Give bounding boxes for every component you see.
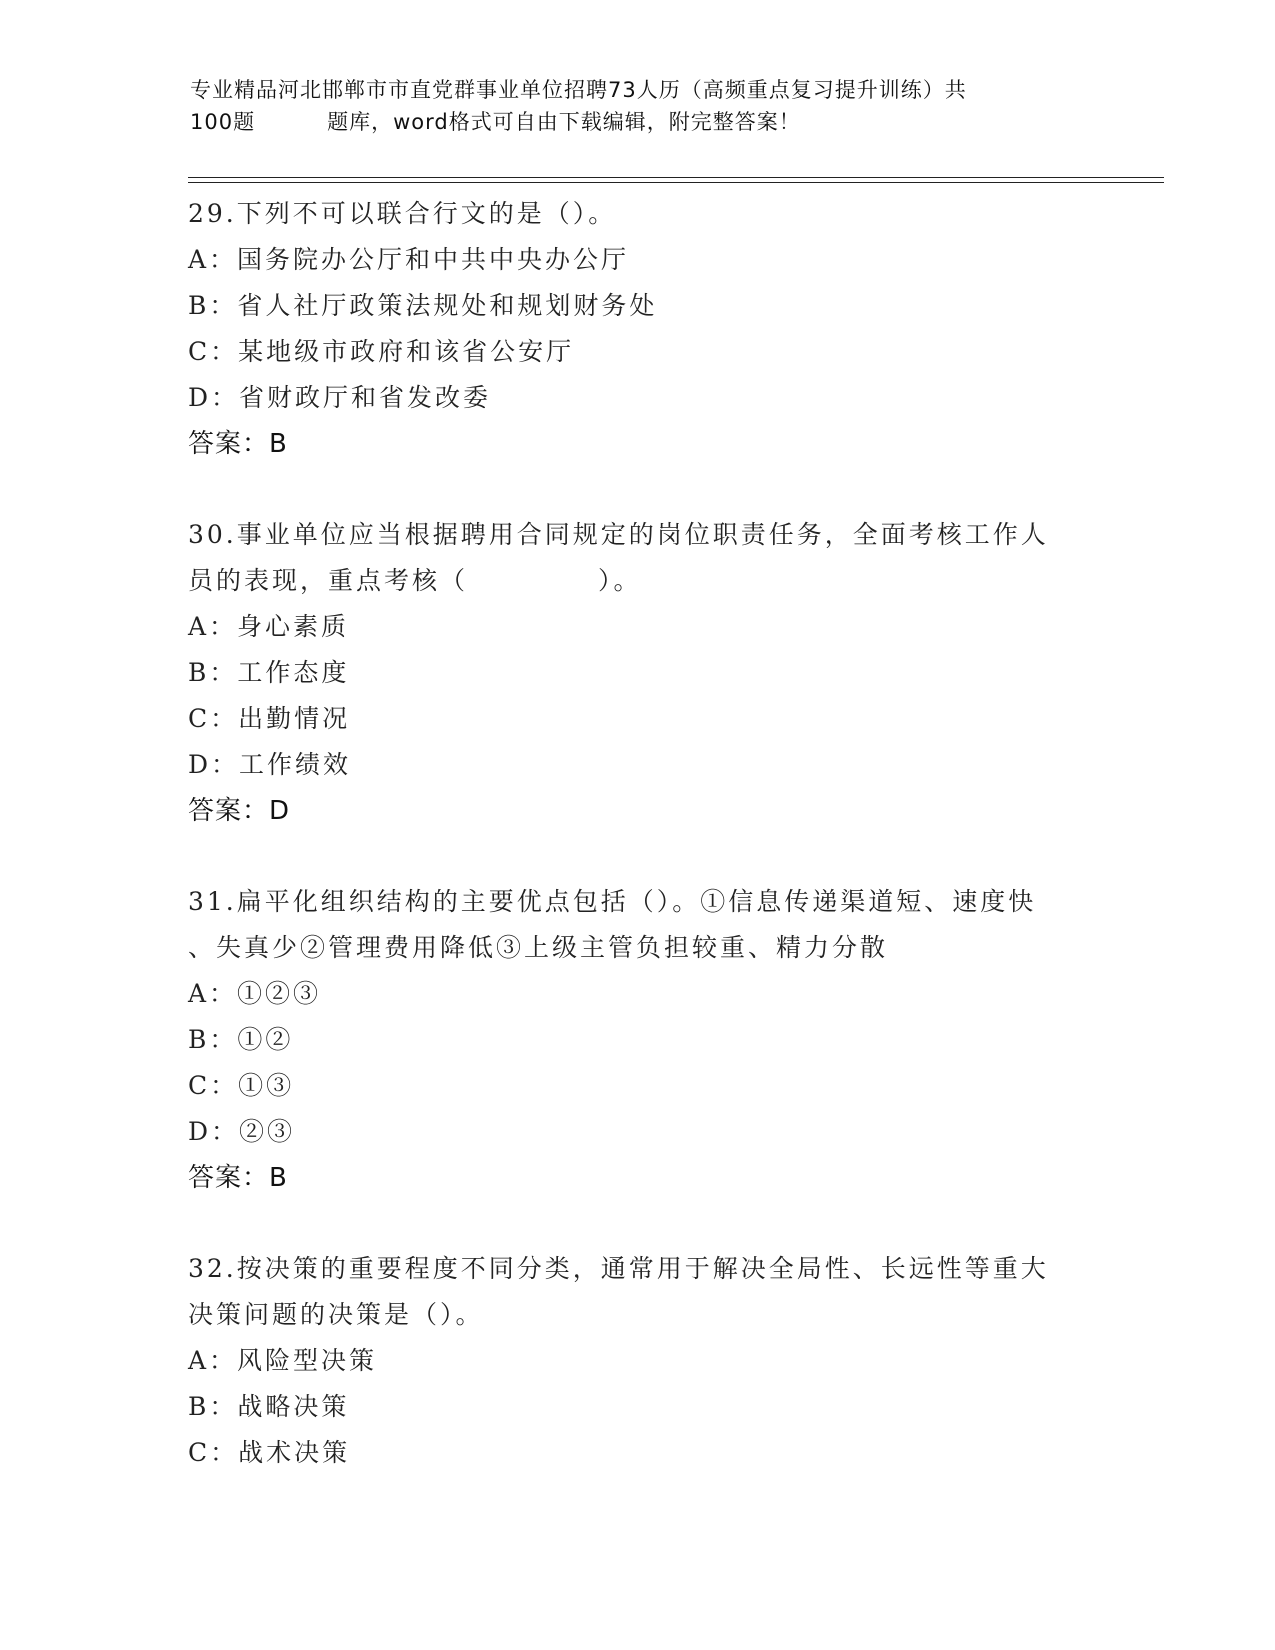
- option-b: B：省人社厅政策法规处和规划财务处: [188, 291, 658, 320]
- question-stem-continued: [188, 558, 1088, 604]
- header-divider-bottom: [188, 182, 1164, 183]
- question-30: [188, 512, 1088, 834]
- answer: 答案：B: [188, 429, 288, 459]
- answer: 答案：B: [188, 1163, 288, 1193]
- header-divider-top: [188, 177, 1164, 178]
- header-description: 题库，word格式可自由下载编辑，附完整答案！: [327, 110, 801, 134]
- option-b: B：①②: [188, 1025, 294, 1054]
- option-c: C：战术决策: [188, 1438, 351, 1467]
- question-29: [188, 191, 1088, 467]
- option-a: A：国务院办公厅和中共中央办公厅: [188, 245, 630, 274]
- question-stem: 30.事业单位应当根据聘用合同规定的岗位职责任务，全面考核工作人: [188, 520, 1049, 549]
- option-d: D：②③: [188, 1117, 296, 1146]
- document-header: [190, 74, 1090, 138]
- option-d: D：省财政厅和省发改委: [188, 383, 492, 412]
- question-stem-continued: 、失真少②管理费用降低③上级主管负担较重、精力分散: [188, 933, 889, 962]
- question-stem: 29.下列不可以联合行文的是（）。: [188, 199, 617, 228]
- option-a: A：①②③: [188, 979, 322, 1008]
- stem-part: ）。: [598, 566, 642, 595]
- question-stem-continued: 决策问题的决策是（）。: [188, 1300, 484, 1329]
- answer: 答案：D: [188, 796, 291, 826]
- option-a: A：身心素质: [188, 612, 350, 641]
- question-list: [188, 191, 1088, 1476]
- header-line-1: 专业精品河北邯郸市市直党群事业单位招聘73人历（高频重点复习提升训练）共: [190, 78, 967, 102]
- option-b: B：战略决策: [188, 1392, 350, 1421]
- option-c: C：出勤情况: [188, 704, 351, 733]
- question-stem: 32.按决策的重要程度不同分类，通常用于解决全局性、长远性等重大: [188, 1254, 1049, 1283]
- option-b: B：工作态度: [188, 658, 350, 687]
- question-stem: 31.扁平化组织结构的主要优点包括（）。①信息传递渠道短、速度快: [188, 887, 1037, 916]
- stem-part: 员的表现，重点考核（: [188, 566, 469, 595]
- option-a: A：风险型决策: [188, 1346, 378, 1375]
- option-c: C：①③: [188, 1071, 295, 1100]
- option-c: C：某地级市政府和该省公安厅: [188, 337, 575, 366]
- question-32: [188, 1246, 1088, 1476]
- header-line-2: [190, 106, 1090, 138]
- option-d: D：工作绩效: [188, 750, 352, 779]
- question-31: [188, 879, 1088, 1201]
- header-count: 100题: [190, 110, 256, 134]
